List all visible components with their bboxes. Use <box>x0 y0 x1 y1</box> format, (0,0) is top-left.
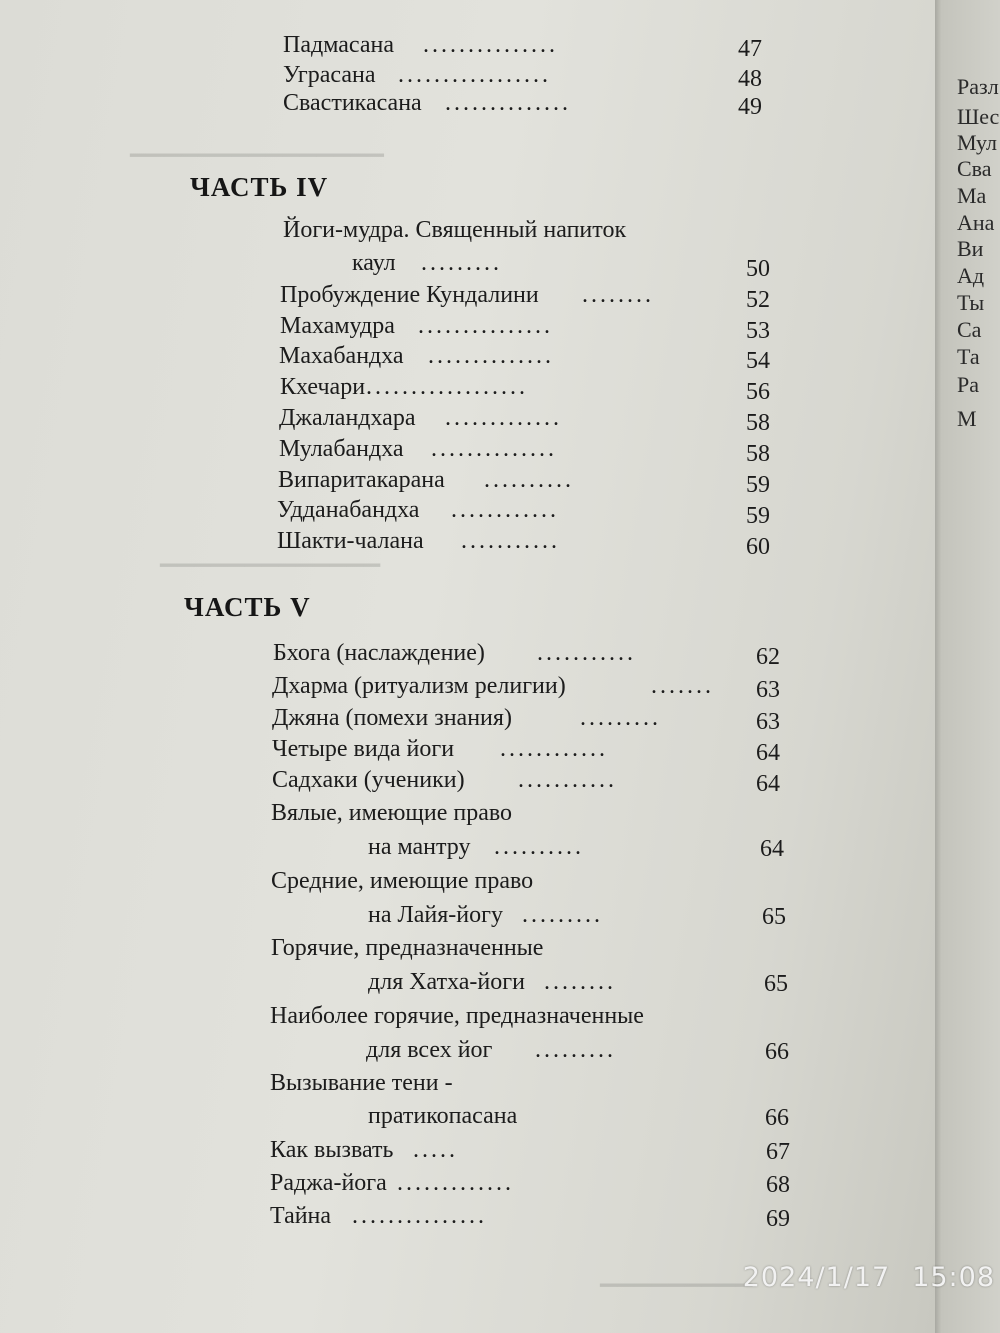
facing-page-text: Сва <box>957 156 992 181</box>
toc-page-number: 64 <box>760 836 784 862</box>
toc-page-number: 66 <box>765 1105 789 1131</box>
toc-entry-title: Раджа-йога <box>270 1170 387 1196</box>
toc-page-number: 67 <box>766 1139 790 1165</box>
toc-entry-title: Средние, имеющие право <box>271 868 534 894</box>
toc-entry-title: Четыре вида йоги <box>272 736 455 762</box>
toc-page-number: 48 <box>738 66 762 92</box>
toc-page-number: 65 <box>764 971 788 997</box>
toc-entry-title: Випаритакарана <box>278 467 445 493</box>
bleed-through-text: ▔▔▔▔▔▔▔▔▔ <box>600 1284 753 1309</box>
toc-entry-title-continued: для Хатха-йоги <box>368 969 525 995</box>
toc-leader-dots: ............. <box>397 1170 514 1196</box>
toc-leader-dots: ........... <box>537 640 636 666</box>
facing-page-text: Ви <box>957 236 984 261</box>
toc-page-number: 54 <box>746 348 770 374</box>
bleed-through-text: ▔▔▔▔▔▔▔▔▔▔▔▔▔▔▔ <box>130 154 384 179</box>
toc-entry-title: Тайна <box>270 1203 332 1229</box>
toc-entry-title-continued: на Лайя-йогу <box>368 902 503 928</box>
photo-timestamp <box>743 1262 995 1293</box>
toc-page-number: 63 <box>756 677 780 703</box>
toc-page-number: 68 <box>766 1172 790 1198</box>
facing-page <box>935 0 1000 1333</box>
toc-entry-title: Джяна (помехи знания) <box>272 705 512 731</box>
toc-page-number: 60 <box>746 534 770 560</box>
toc-leader-dots: ....... <box>651 673 714 699</box>
toc-entry-title: Махамудра <box>280 313 395 339</box>
toc-page-number: 62 <box>756 644 780 670</box>
facing-page-text: М <box>957 406 977 431</box>
bleed-through-text: ▔▔▔▔▔▔▔▔▔▔▔▔▔ <box>160 564 380 589</box>
toc-entry-title-continued: для всех йог <box>366 1037 493 1063</box>
toc-leader-dots: ................. <box>398 62 551 88</box>
toc-entry-title: Садхаки (ученики) <box>272 767 465 793</box>
toc-entry-title: Шакти-чалана <box>277 528 424 554</box>
toc-page-number: 47 <box>738 36 762 62</box>
toc-entry-title: Горячие, предназначенные <box>271 935 544 961</box>
toc-entry-title: Бхога (наслаждение) <box>273 640 485 666</box>
toc-leader-dots: .............. <box>445 90 571 116</box>
facing-page-text: Мул <box>957 130 998 155</box>
toc-leader-dots: ............ <box>451 497 559 523</box>
facing-page-text: Ты <box>957 290 985 315</box>
toc-page-number: 56 <box>746 379 770 405</box>
facing-page-text: Ана <box>957 210 995 235</box>
toc-entry-title-continued: каул <box>352 250 396 276</box>
toc-entry-title: Вялые, имеющие право <box>271 800 513 826</box>
toc-entry-title-continued: на мантру <box>368 834 471 860</box>
toc-leader-dots: .......... <box>494 834 584 860</box>
toc-entry-title: Джаландхара <box>279 405 416 431</box>
toc-leader-dots: ............ <box>500 736 608 762</box>
toc-leader-dots: ............... <box>418 313 553 339</box>
facing-page-text: Са <box>957 317 982 342</box>
toc-leader-dots: .................. <box>366 374 528 400</box>
toc-page-number: 64 <box>756 771 780 797</box>
toc-leader-dots: .......... <box>484 467 574 493</box>
facing-page-text: Шес <box>957 104 1000 129</box>
toc-leader-dots: ......... <box>580 705 661 731</box>
toc-page-number: 59 <box>746 503 770 529</box>
toc-leader-dots: ........ <box>582 282 654 308</box>
toc-entry-title: Наиболее горячие, предназначенные <box>270 1003 644 1029</box>
toc-entry-title-continued: пратикопасана <box>368 1103 518 1129</box>
toc-page-number: 58 <box>746 410 770 436</box>
toc-leader-dots: ......... <box>535 1037 616 1063</box>
facing-page-text: Разл <box>957 74 999 99</box>
toc-leader-dots: ........... <box>461 528 560 554</box>
toc-leader-dots: ......... <box>421 250 502 276</box>
toc-entry-title: Удданабандха <box>277 497 420 523</box>
facing-page-text: Ра <box>957 372 979 397</box>
facing-page-text: Та <box>957 344 980 369</box>
toc-leader-dots: ............... <box>352 1203 487 1229</box>
facing-page-text: Ад <box>957 263 985 288</box>
toc-entry-title: Йоги-мудра. Священный напиток <box>283 217 627 243</box>
toc-entry-title: Как вызвать <box>270 1137 394 1163</box>
toc-leader-dots: ............... <box>423 32 558 58</box>
toc-page-number: 65 <box>762 904 786 930</box>
toc-entry-title: Махабандха <box>279 343 404 369</box>
toc-entry-title: Мулабандха <box>279 436 404 462</box>
toc-leader-dots: .............. <box>428 343 554 369</box>
toc-entry-title: Дхарма (ритуализм религии) <box>272 673 566 699</box>
timestamp-date: 2024/1/17 <box>742 1262 891 1293</box>
toc-page-number: 69 <box>766 1206 790 1232</box>
toc-page-number: 63 <box>756 709 780 735</box>
toc-page-number: 59 <box>746 472 770 498</box>
toc-entry-title: Уграсана <box>283 62 376 88</box>
toc-entry-title: Падмасана <box>283 32 394 58</box>
toc-leader-dots: ............. <box>445 405 562 431</box>
toc-leader-dots: ......... <box>522 902 603 928</box>
part-heading: ЧАСТЬ V <box>184 592 311 622</box>
part-heading: ЧАСТЬ IV <box>190 172 329 202</box>
timestamp-time: 15:08 <box>912 1262 995 1293</box>
toc-page-number: 49 <box>738 94 762 120</box>
facing-page-text: Ма <box>957 183 987 208</box>
toc-leader-dots: ..... <box>413 1137 458 1163</box>
toc-entry-title: Кхечари <box>280 374 366 400</box>
toc-page-number: 64 <box>756 740 780 766</box>
toc-entry-title: Вызывание тени - <box>270 1070 453 1096</box>
toc-page-number: 52 <box>746 287 770 313</box>
toc-entry-title: Свастикасана <box>283 90 422 116</box>
toc-leader-dots: ........ <box>544 969 616 995</box>
toc-page-number: 66 <box>765 1039 789 1065</box>
toc-page-number: 58 <box>746 441 770 467</box>
toc-leader-dots: ........... <box>518 767 617 793</box>
toc-entry-title: Пробуждение Кундалини <box>280 282 539 308</box>
toc-leader-dots: .............. <box>431 436 557 462</box>
toc-page-number: 53 <box>746 318 770 344</box>
toc-page-number: 50 <box>746 256 770 282</box>
